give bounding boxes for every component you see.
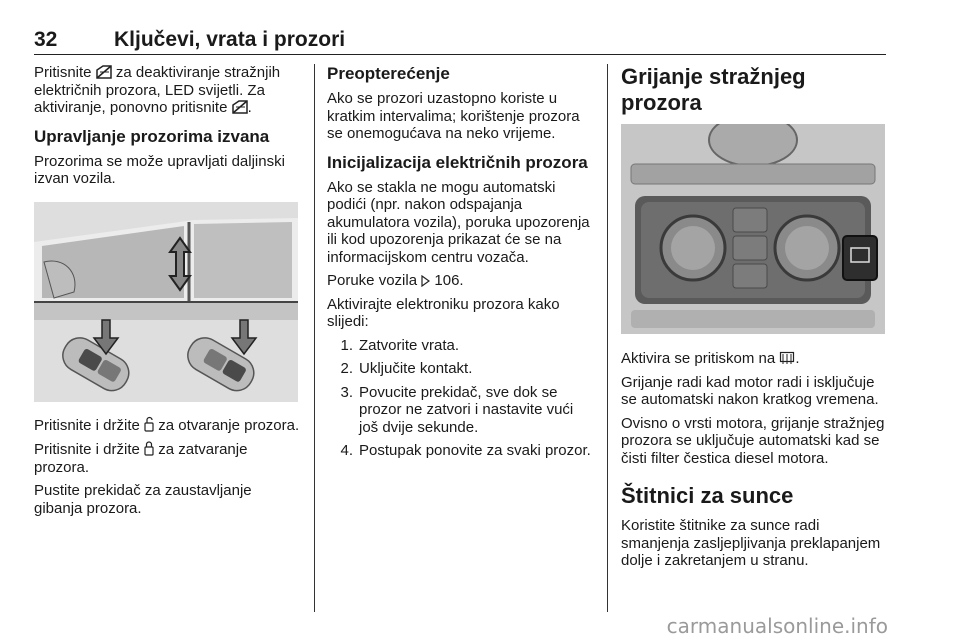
climate-control-illustration bbox=[621, 124, 885, 334]
step-number: 3. bbox=[340, 383, 353, 401]
paragraph-activate: Aktivirajte elektroniku prozora kako slijedi: bbox=[327, 295, 560, 330]
paragraph-heating-diesel: Ovisno o vrsti motora, grijanje stražnjeg prozora se uključuje automatski kad se čisti filter čestica diesel motora. bbox=[621, 414, 885, 467]
text-segment: za zatvaranje prozora. bbox=[34, 441, 248, 476]
step-text: Postupak ponovite za svaki prozor. bbox=[359, 442, 591, 459]
key-unlock-icon bbox=[144, 416, 154, 432]
text-segment: za otvaranje prozora. bbox=[158, 416, 300, 434]
page-reference[interactable]: 106. bbox=[434, 272, 464, 289]
column-1 bbox=[34, 64, 302, 523]
heading-initialization: Inicijalizacija električnih prozora bbox=[327, 152, 588, 172]
list-item bbox=[327, 360, 592, 378]
column-divider-2 bbox=[607, 64, 608, 612]
paragraph-heating-activate bbox=[621, 350, 889, 368]
paragraph-remote: Prozorima se može upravljati daljinski izvan vozila. bbox=[34, 152, 285, 187]
child-lock-window-icon bbox=[96, 65, 112, 79]
chapter-title: Ključevi, vrata i prozori bbox=[114, 28, 346, 51]
text-segment: Pritisnite i držite bbox=[34, 416, 140, 434]
climate-panel-drawing bbox=[621, 124, 885, 334]
list-item bbox=[327, 337, 592, 355]
paragraph-overload: Ako se prozori uzastopno koriste u kratkim intervalima; korištenje prozora se onemogućava na neko vrijeme. bbox=[327, 90, 580, 142]
page-number: 32 bbox=[34, 28, 58, 51]
text-segment: . bbox=[247, 99, 252, 116]
paragraph-sun-visors: Koristite štitnike za sunce radi smanjenja zasljepljivanja preklapanjem dolje i zakretanjem u stranu. bbox=[621, 517, 881, 569]
paragraph-open bbox=[34, 416, 302, 435]
paragraph-vehicle-messages bbox=[327, 272, 592, 290]
watermark: carmanualsonline.info bbox=[666, 614, 888, 638]
paragraph-initialization: Ako se stakla ne mogu automatski podići (npr. nakon odspajanja akumulatora vozila), poruka upozorenja ili kod upozorenja prikazat će se na informacijskom centru vozača. bbox=[327, 178, 590, 266]
steps-list bbox=[327, 337, 592, 460]
text-segment: . bbox=[795, 350, 800, 367]
rear-defrost-icon bbox=[779, 351, 795, 365]
text-segment: Pritisnite bbox=[34, 64, 92, 81]
page-reference-arrow-icon bbox=[421, 275, 430, 287]
step-number: 2. bbox=[340, 360, 353, 377]
key-lock-icon bbox=[144, 440, 154, 456]
step-number: 4. bbox=[340, 442, 353, 459]
step-text: Zatvorite vrata. bbox=[359, 336, 460, 354]
page-header bbox=[34, 28, 886, 55]
heading-sun-visors: Štitnici za sunce bbox=[621, 483, 794, 508]
text-segment: Aktivira se pritiskom na bbox=[621, 350, 776, 367]
remote-window-illustration bbox=[34, 202, 298, 402]
list-item bbox=[327, 384, 592, 437]
heading-remote-operation: Upravljanje prozorima izvana bbox=[34, 126, 270, 146]
step-number: 1. bbox=[340, 336, 353, 354]
step-text: Povucite prekidač, sve dok se prozor ne zatvori i nastavite vući još dvije sekunde. bbox=[359, 383, 574, 436]
paragraph-child-lock bbox=[34, 64, 302, 117]
text-segment: Poruke vozila bbox=[327, 272, 418, 289]
paragraph-release: Pustite prekidač za zaustavljanje gibanja prozora. bbox=[34, 482, 252, 517]
child-lock-window-icon bbox=[232, 100, 248, 114]
paragraph-heating-auto-off: Grijanje radi kad motor radi i isključuje se automatski nakon kratkog vremena. bbox=[621, 373, 879, 408]
car-door-and-key-drawing bbox=[34, 202, 298, 402]
column-divider-1 bbox=[314, 64, 315, 612]
text-segment: za deaktiviranje stražnjih električnih prozora, LED svijetli. Za aktiviranje, ponovno pritisnite bbox=[34, 64, 281, 116]
column-2 bbox=[327, 64, 592, 466]
column-3 bbox=[621, 64, 889, 576]
heading-rear-window-heating: Grijanje stražnjeg prozora bbox=[621, 64, 806, 115]
paragraph-close bbox=[34, 440, 302, 476]
list-item bbox=[327, 442, 592, 460]
text-segment: Pritisnite i držite bbox=[34, 441, 140, 458]
heading-overload: Preopterećenje bbox=[327, 64, 450, 83]
step-text: Uključite kontakt. bbox=[359, 360, 473, 377]
